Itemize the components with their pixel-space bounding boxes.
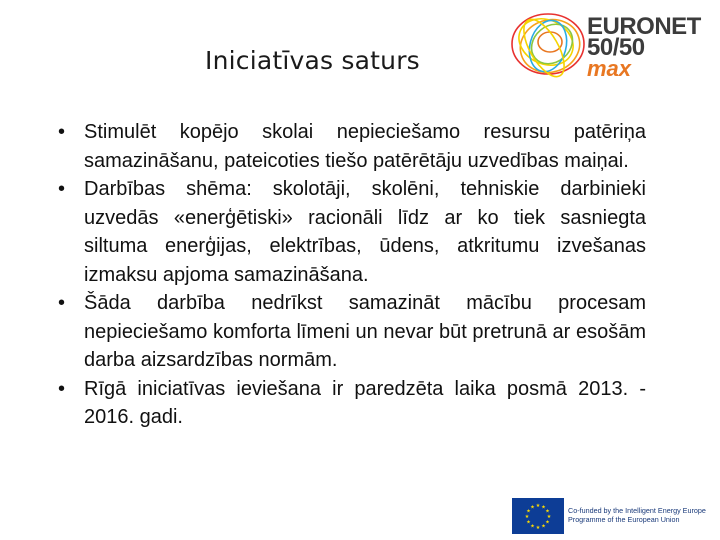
logo-line-5050: 50/50 [587, 34, 645, 61]
eu-funding-footer [512, 498, 717, 534]
logo-line-max: max [587, 56, 632, 81]
eu-star-icon: ★ [530, 504, 535, 511]
bullet-item: • Darbības shēma: skolotāji, skolēni, tehniskie darbinieki uzvedās «enerģētiski» racionāli līdz ar ko tiek sasniegta siltuma enerģijas, elektrības, ūdens, atkritumu izvešanas izmaksu apjoma samazināšana. [58, 175, 646, 289]
eu-star-icon: ★ [545, 508, 550, 515]
eu-funding-line2: Programme of the European Union [568, 515, 680, 524]
eu-star-icon: ★ [546, 514, 552, 520]
eu-funding-line1: Co-funded by the Intelligent Energy Europe [568, 506, 706, 515]
eu-star-icon: ★ [526, 519, 531, 526]
logo-line-euronet: EURONET [587, 13, 701, 40]
eu-star-icon: ★ [524, 514, 530, 520]
bullet-item: • Rīgā iniciatīvas ieviešana ir paredzēta laika posmā 2013. - 2016. gadi. [58, 375, 646, 432]
page-title: Iniciatīvas saturs [205, 46, 420, 75]
bullet-item: • Šāda darbība nedrīkst samazināt mācību procesam nepieciešamo komforta līmeni un nevar būt pretrunā ar esošām darba aizsardzības normām. [58, 289, 646, 375]
eu-star-icon: ★ [545, 519, 550, 526]
eu-star-icon: ★ [535, 525, 541, 531]
eu-star-icon: ★ [526, 508, 531, 515]
eu-star-icon: ★ [530, 523, 535, 530]
logo-wordmark [587, 13, 701, 81]
eu-funding-text [568, 506, 718, 524]
eu-flag-icon [512, 498, 564, 534]
eu-star-icon: ★ [541, 504, 546, 511]
eu-star-icon: ★ [535, 503, 541, 509]
bullet-item: • Stimulēt kopējo skolai nepieciešamo resursu patēriņa samazināšanu, pateicoties tiešo patērētāju uzvedības maiņai. [58, 118, 646, 175]
bullet-list [58, 118, 646, 432]
eu-star-icon: ★ [541, 523, 546, 530]
